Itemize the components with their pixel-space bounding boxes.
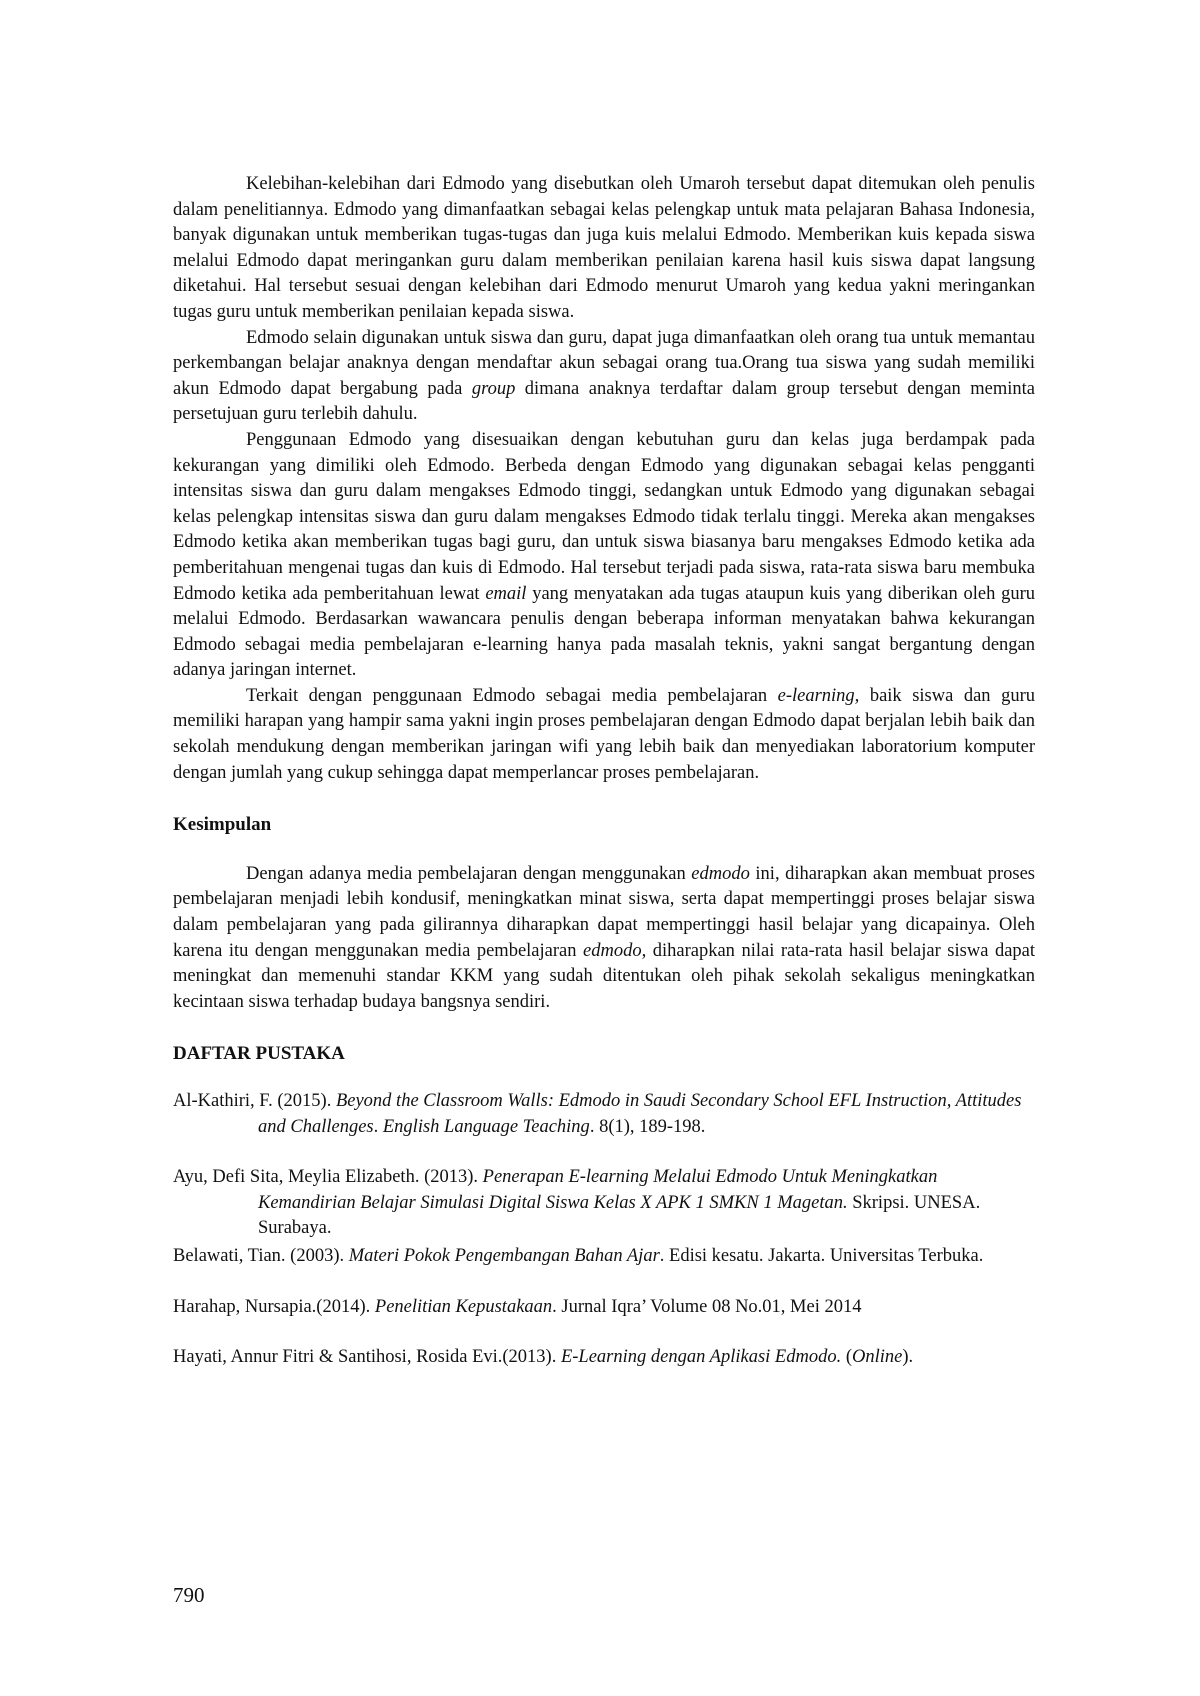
paragraph — [173, 326, 1035, 428]
text-run: Kelebihan-kelebihan dari Edmodo yang disebutkan oleh Umaroh tersebut dapat ditemukan oleh penulis dalam penelitiannya. Edmodo yang dimanfaatkan sebagai kelas pelengkap untuk mata pelajaran Bahasa Indonesia, banyak digunakan untuk memberikan tugas-tugas dan juga kuis melalui Edmodo. Memberikan kuis kepada siswa melalui Edmodo dapat meringankan guru dalam memberikan penilaian karena hasil kuis siswa dapat langsung diketahui. Hal tersebut sesuai dengan kelebihan dari Edmodo menurut Umaroh yang kedua yakni meringankan tugas guru untuk memberikan penilaian kepada siswa. — [173, 174, 1035, 322]
reference-entry — [173, 1345, 1035, 1371]
text-run: yang menyatakan ada tugas ataupun kuis yang diberikan oleh guru melalui Edmodo. Berdasarkan wawancara penulis dengan beberapa informan menyatakan bahwa kekurangan Edmodo sebagai media pembelajaran e-learning hanya pada masalah teknis, yakni sangat bergantung dengan adanya jaringan internet. — [173, 583, 1036, 681]
italic-text: email — [485, 583, 527, 604]
text-run: Skripsi. UNESA. Surabaya. — [258, 1192, 981, 1239]
text-run: Dengan adanya media pembelajaran dengan menggunakan — [246, 863, 692, 884]
italic-text: e-learning, — [777, 685, 860, 706]
text-run: . Jurnal Iqra’ Volume 08 No.01, Mei 2014 — [552, 1296, 862, 1317]
text-run: Ayu, Defi Sita, Meylia Elizabeth. (2013). — [173, 1167, 483, 1188]
text-run: Hayati, Annur Fitri & Santihosi, Rosida Evi.(2013). — [173, 1347, 561, 1368]
reference-entry — [173, 1295, 1035, 1321]
paragraph — [173, 172, 1035, 326]
italic-text: edmodo, — [583, 940, 647, 961]
reference-entry — [173, 1165, 1035, 1242]
italic-text: Beyond the Classroom Walls: Edmodo in Saudi Secondary School EFL Instruction, Attitudes and Challenges — [258, 1091, 1022, 1137]
text-run: . 8(1), 189-198. — [589, 1116, 706, 1137]
section-heading-kesimpulan: Kesimpulan — [173, 814, 272, 836]
discussion-section — [173, 172, 1035, 786]
text-run: Belawati, Tian. (2003). — [173, 1245, 349, 1266]
text-run: Edmodo selain digunakan untuk siswa dan guru, dapat juga dimanfaatkan oleh orang tua untuk memantau perkembangan belajar anaknya dengan mendaftar akun sebagai orang tua.Orang tua siswa yang sudah memiliki akun Edmodo dapat bergabung pada — [173, 327, 1035, 399]
reference-list — [173, 1089, 1035, 1371]
italic-text: Online — [852, 1347, 903, 1368]
page-number: 790 — [173, 1583, 205, 1607]
conclusion-paragraph — [173, 862, 1035, 1016]
reference-entry — [173, 1089, 1035, 1140]
paragraph — [173, 684, 1035, 786]
text-run: Harahap, Nursapia.(2014). — [173, 1296, 375, 1317]
text-run: baik siswa dan guru memiliki harapan yang hampir sama yakni ingin proses pembelajaran dengan Edmodo dapat berjalan lebih baik dan sekolah mendukung dengan memberikan jaringan wifi yang lebih baik dan menyediakan laboratorium komputer dengan jumlah yang cukup sehingga dapat memperlancar proses pembelajaran. — [173, 685, 1035, 783]
body-text — [173, 172, 1035, 1371]
italic-text: group — [471, 378, 516, 399]
text-run: ini, diharapkan akan membuat proses pembelajaran menjadi lebih kondusif, meningkatkan minat siswa, serta dapat mempertinggi proses belajar siswa dalam pembelajaran yang pada gilirannya diharapkan dapat mempertinggi hasil belajar yang dicapainya. Oleh karena itu dengan menggunakan media pembelajaran — [173, 863, 1036, 961]
text-run: ). — [902, 1347, 914, 1368]
paragraph — [173, 428, 1035, 684]
text-run: ( — [841, 1347, 852, 1368]
text-run: Penggunaan Edmodo yang disesuaikan dengan kebutuhan guru dan kelas juga berdampak pada kekurangan yang dimiliki oleh Edmodo. Berbeda dengan Edmodo yang digunakan sebagai kelas pengganti intensitas siswa dan guru dalam mengakses Edmodo tinggi, sedangkan untuk Edmodo yang digunakan sebagai kelas pelengkap intensitas siswa dan guru dalam mengakses Edmodo tidak terlalu tinggi. Mereka akan mengakses Edmodo ketika akan memberikan tugas bagi guru, dan untuk siswa biasanya baru mengakses Edmodo ketika ada pemberitahuan mengenai tugas dan kuis di Edmodo. Hal tersebut terjadi pada siswa, rata-rata siswa baru membuka Edmodo ketika ada pemberitahuan lewat — [173, 429, 1035, 604]
italic-text: Penelitian Kepustakaan — [374, 1296, 553, 1317]
text-run: Terkait dengan penggunaan Edmodo sebagai media pembelajaran — [246, 685, 778, 706]
section-heading-daftar-pustaka: DAFTAR PUSTAKA — [173, 1043, 345, 1065]
text-run: diharapkan nilai rata-rata hasil belajar siswa dapat meningkat dan memenuhi standar KKM yang sudah ditentukan oleh pihak sekolah sekaligus meningkatkan kecintaan siswa terhadap budaya bangsnya sendiri. — [173, 940, 1036, 1012]
italic-text: E-Learning dengan Aplikasi Edmodo. — [560, 1347, 842, 1368]
reference-entry — [173, 1244, 1035, 1270]
text-run: dimana anaknya terdaftar dalam group tersebut dengan meminta persetujuan guru terlebih dahulu. — [173, 378, 1036, 425]
text-run: . — [373, 1116, 383, 1137]
text-run: . Edisi kesatu. Jakarta. Universitas Terbuka. — [659, 1245, 984, 1266]
italic-text: Penerapan E-learning Melalui Edmodo Untuk Meningkatkan Kemandirian Belajar Simulasi Digital Siswa Kelas X APK 1 SMKN 1 Magetan. — [258, 1167, 938, 1213]
text-run: Al-Kathiri, F. (2015). — [173, 1091, 336, 1111]
italic-text: Materi Pokok Pengembangan Bahan Ajar — [348, 1245, 660, 1266]
italic-text: edmodo — [691, 863, 750, 884]
italic-text: English Language Teaching — [382, 1116, 590, 1137]
